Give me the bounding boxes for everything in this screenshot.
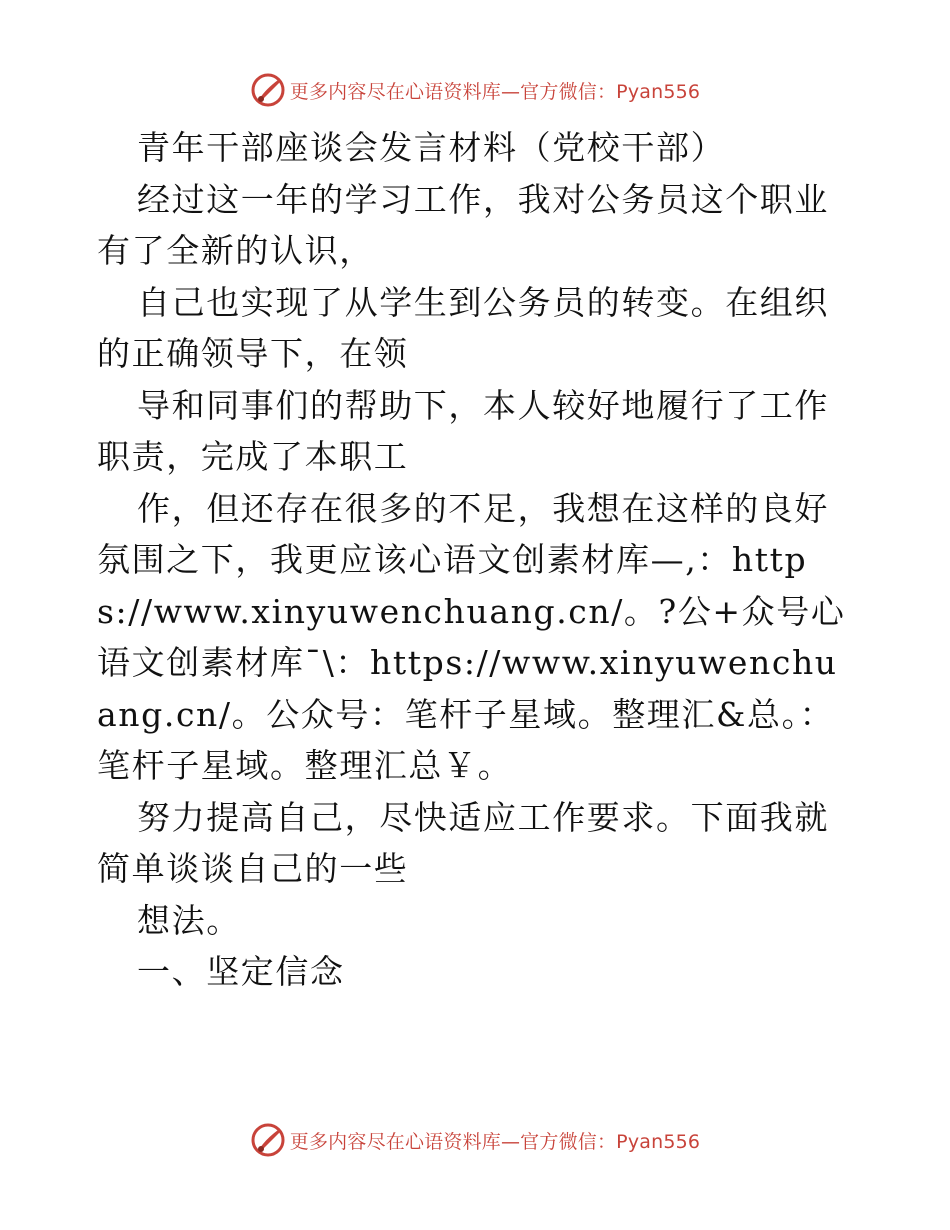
- header-banner-text: 更多内容尽在心语资料库—官方微信：Pyan556: [289, 80, 701, 103]
- document-title: 青年干部座谈会发言材料（党校干部）: [137, 128, 726, 167]
- footer-banner-text: 更多内容尽在心语资料库—官方微信：Pyan556: [289, 1130, 701, 1153]
- brush-logo-icon: [250, 1122, 286, 1158]
- paragraph: 经过这一年的学习工作，我对公务员这个职业有了全新的认识，: [97, 179, 829, 270]
- paragraph: 想法。: [137, 900, 241, 940]
- paragraph: 自己也实现了从学生到公务员的转变。在组织的正确领导下，在领: [97, 282, 829, 373]
- footer-banner: [0, 1120, 950, 1160]
- brush-logo-icon: [250, 72, 286, 108]
- paragraph: 努力提高自己，尽快适应工作要求。下面我就简单谈谈自己的一些: [97, 797, 829, 888]
- paragraph: 作，但还存在很多的不足，我想在这样的良好氛围之下，我更应该心语文创素材库—,：https://www.xinyuwenchuang.cn/。?公+众号心语文创素材库¯\：https://www.xinyuwenchuang.cn/。公众号：笔杆子星域。整理汇&总。：笔杆子星域。整理汇总￥。: [97, 488, 846, 785]
- document-body: [97, 122, 857, 998]
- paragraph: 导和同事们的帮助下，本人较好地履行了工作职责，完成了本职工: [97, 385, 829, 476]
- header-banner: [0, 70, 950, 110]
- section-heading: 一、坚定信念: [137, 952, 345, 991]
